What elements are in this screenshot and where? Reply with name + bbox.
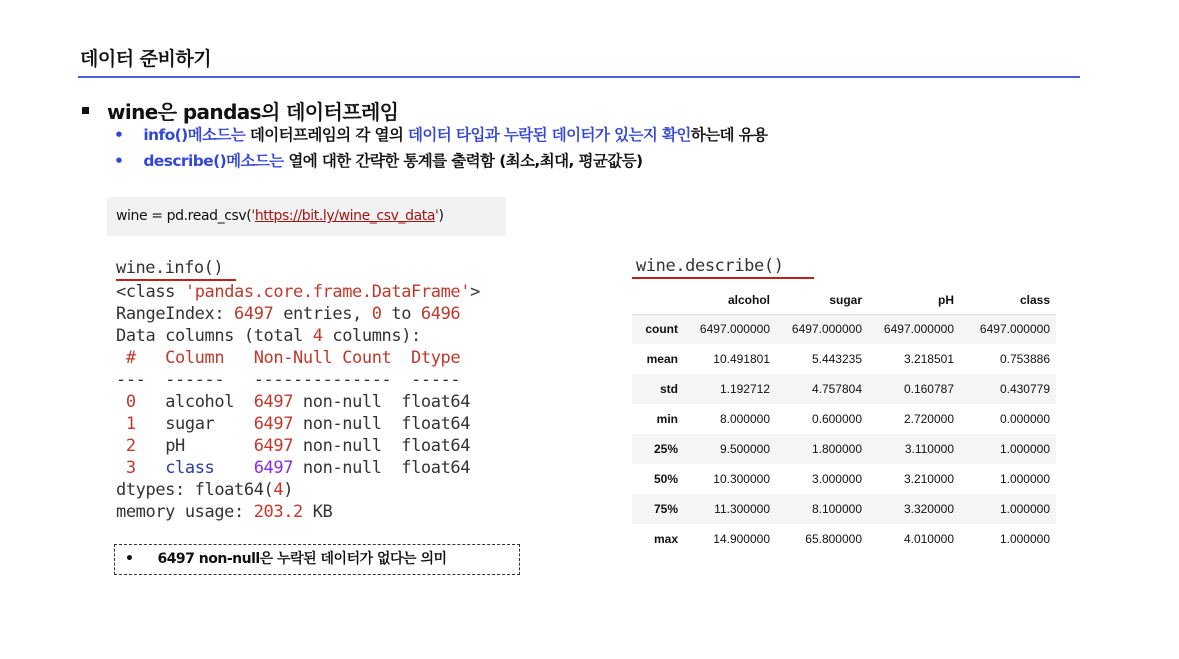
- table-cell: 2.720000: [903, 412, 954, 426]
- sub-bullet-describe: [114, 149, 643, 171]
- row-label: count: [645, 322, 678, 337]
- code-prefix: wine = pd.read_csv(: [116, 208, 252, 224]
- table-cell: 1.800000: [811, 442, 862, 456]
- table-row: [632, 374, 1056, 404]
- table-row: [632, 434, 1056, 464]
- row-label: std: [660, 382, 678, 396]
- table-cell: 4.010000: [903, 532, 954, 546]
- table-cell: 6497.000000: [979, 322, 1050, 337]
- sub-bullet-info: [114, 123, 767, 145]
- table-cell: 8.100000: [811, 502, 862, 516]
- describe-corner-cell: [632, 286, 684, 314]
- table-cell: 65.800000: [805, 532, 862, 546]
- table-row: [632, 494, 1056, 524]
- bullet-dot-icon: •: [114, 126, 124, 144]
- table-cell: 1.000000: [999, 532, 1050, 546]
- table-cell: 4.757804: [811, 382, 862, 396]
- info-row: 1 sugar 6497 non-null float64: [116, 414, 471, 434]
- info-header-line: # Column Non-Null Count Dtype: [116, 348, 461, 368]
- info-class-line: <class 'pandas.core.frame.DataFrame'>: [116, 282, 480, 302]
- info-dtypes-line: dtypes: float64(4): [116, 480, 294, 500]
- table-cell: 8.000000: [719, 412, 770, 426]
- describe-method-label: describe()메소드는: [143, 152, 284, 170]
- table-cell: 3.320000: [903, 502, 954, 516]
- row-label: mean: [646, 352, 678, 366]
- table-row: [632, 344, 1056, 374]
- describe-col-header: class: [960, 286, 1056, 314]
- sub2-text: 열에 대한 간략한 통계를 출력함 (최소,최대, 평균값등): [283, 152, 643, 170]
- main-bullet: [82, 96, 398, 125]
- row-label: 25%: [653, 442, 678, 456]
- code-suffix: ): [438, 208, 444, 224]
- title-divider: [78, 76, 1080, 78]
- table-cell: 6497.000000: [791, 322, 862, 337]
- describe-header-row: [632, 286, 1056, 314]
- info-command: wine.info(): [116, 258, 224, 278]
- code-cell-read-csv: [107, 197, 506, 236]
- table-cell: 1.000000: [999, 502, 1050, 516]
- table-cell: 0.753886: [999, 352, 1050, 366]
- table-cell: 0.430779: [999, 382, 1050, 396]
- info-range-line: RangeIndex: 6497 entries, 0 to 6496: [116, 304, 461, 324]
- row-label: 50%: [653, 472, 678, 486]
- table-cell: 3.210000: [903, 472, 954, 486]
- info-columns-line: Data columns (total 4 columns):: [116, 326, 421, 346]
- sub1-text: 데이터프레임의 각 열의: [245, 126, 409, 144]
- describe-col-header: alcohol: [684, 286, 776, 314]
- main-bullet-text: wine은 pandas의 데이터프레임: [107, 100, 399, 124]
- row-label: 75%: [653, 502, 678, 516]
- note-box: [114, 544, 520, 575]
- page-title: 데이터 준비하기: [80, 48, 212, 70]
- table-cell: 3.218501: [903, 352, 954, 366]
- row-label: max: [653, 532, 678, 546]
- table-row: [632, 524, 1056, 554]
- square-bullet-icon: [82, 107, 89, 114]
- bullet-dot-icon: •: [114, 152, 124, 170]
- info-row: 3 class 6497 non-null float64: [116, 458, 471, 478]
- table-row: [632, 314, 1056, 344]
- info-separator-line: --- ------ -------------- -----: [116, 370, 461, 390]
- info-memory-line: memory usage: 203.2 KB: [116, 502, 333, 522]
- table-cell: 5.443235: [811, 352, 862, 366]
- table-cell: 0.160787: [903, 382, 954, 396]
- table-cell: 9.500000: [719, 442, 770, 456]
- table-cell: 0.600000: [811, 412, 862, 426]
- data-url-link[interactable]: https://bit.ly/wine_csv_data: [254, 208, 436, 224]
- describe-command-underline: [632, 277, 814, 279]
- code-quote-open: ': [251, 208, 255, 224]
- describe-table: [632, 286, 1056, 554]
- row-label: min: [656, 412, 678, 426]
- sub1-tail: 하는데 유용: [690, 126, 768, 144]
- table-cell: 10.300000: [713, 472, 770, 486]
- code-quote-close: ': [435, 208, 439, 224]
- table-cell: 1.000000: [999, 442, 1050, 456]
- table-row: [632, 464, 1056, 494]
- table-cell: 3.110000: [904, 442, 954, 456]
- info-output: [116, 281, 480, 523]
- table-cell: 3.000000: [811, 472, 862, 486]
- table-cell: 0.000000: [999, 412, 1050, 426]
- describe-command: wine.describe(): [636, 256, 784, 276]
- describe-col-header: sugar: [776, 286, 868, 314]
- info-row: 0 alcohol 6497 non-null float64: [116, 392, 471, 412]
- table-row: [632, 404, 1056, 434]
- table-cell: 11.300000: [714, 502, 770, 516]
- sub1-highlight: 데이터 타입과 누락된 데이터가 있는지 확인: [408, 126, 691, 144]
- table-cell: 6497.000000: [699, 322, 770, 337]
- describe-col-header: pH: [868, 286, 960, 314]
- note-bullet: •: [125, 551, 134, 567]
- table-cell: 14.900000: [713, 532, 770, 546]
- info-method-label: info()메소드는: [143, 126, 246, 144]
- table-cell: 6497.000000: [883, 322, 954, 337]
- info-row: 2 pH 6497 non-null float64: [116, 436, 471, 456]
- table-cell: 10.491801: [713, 352, 770, 366]
- table-cell: 1.000000: [999, 472, 1050, 486]
- table-cell: 1.192712: [719, 382, 770, 396]
- note-text: 6497 non-null은 누락된 데이터가 없다는 의미: [157, 551, 447, 567]
